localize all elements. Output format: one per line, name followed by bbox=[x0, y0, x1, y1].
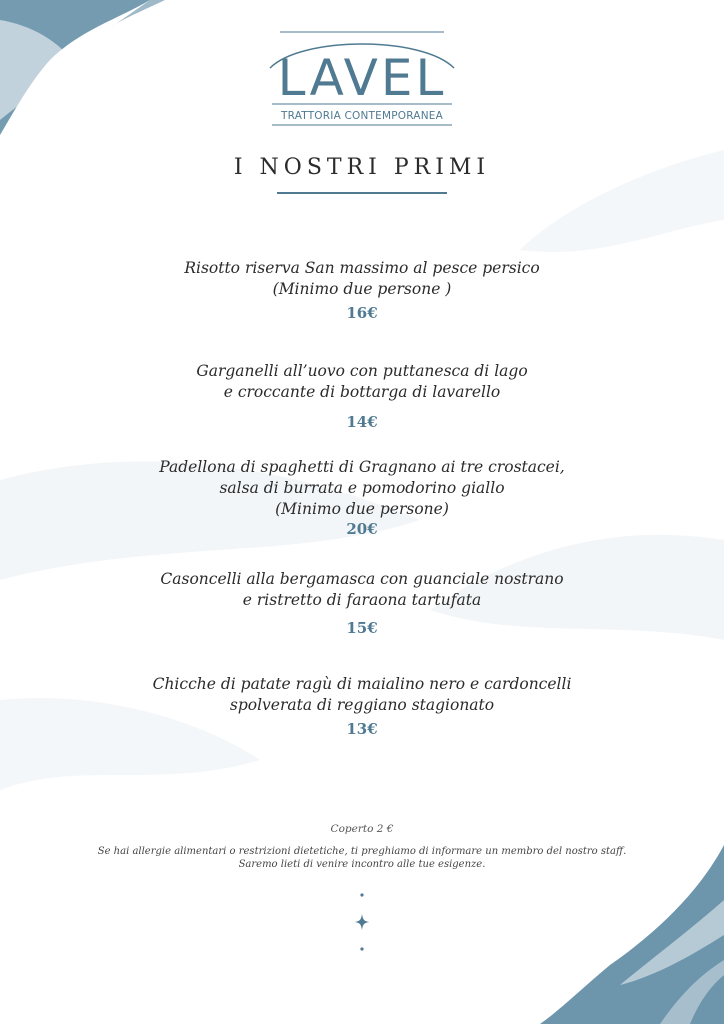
allergy-notice bbox=[0, 845, 724, 871]
dish-description-line: e ristretto di faraona tartufata bbox=[242, 591, 482, 609]
cover-charge: Coperto 2 € bbox=[330, 823, 394, 835]
logo-subtitle: TRATTORIA CONTEMPORANEA bbox=[281, 110, 443, 122]
star-ornament-icon bbox=[352, 890, 372, 954]
dish-description-line: Padellona di spaghetti di Gragnano ai tre crostacei, bbox=[159, 458, 565, 476]
menu-item bbox=[0, 258, 724, 322]
dish-price: 16€ bbox=[346, 304, 378, 322]
dish-price: 13€ bbox=[346, 720, 378, 738]
restaurant-logo bbox=[262, 30, 462, 128]
dish-description-line: Risotto riserva San massimo al pesce persico bbox=[184, 259, 540, 277]
menu-item bbox=[0, 361, 724, 431]
dish-price: 14€ bbox=[346, 413, 378, 431]
dish-price: 15€ bbox=[346, 619, 378, 637]
dish-description-line: e croccante di bottarga di lavarello bbox=[223, 383, 501, 401]
dish-description-line: spolverata di reggiano stagionato bbox=[229, 696, 495, 714]
dish-description-line: Chicche di patate ragù di maialino nero e cardoncelli bbox=[152, 675, 572, 693]
menu-item bbox=[0, 569, 724, 637]
allergy-notice-line: Se hai allergie alimentari o restrizioni dietetiche, ti preghiamo di informare un membro del nostro staff. bbox=[97, 846, 627, 857]
dish-description-line: Casoncelli alla bergamasca con guanciale nostrano bbox=[160, 570, 564, 588]
menu-item bbox=[0, 674, 724, 738]
allergy-notice-line: Saremo lieti di venire incontro alle tue esigenze. bbox=[238, 859, 486, 870]
menu-item bbox=[0, 457, 724, 538]
page-title: I NOSTRI PRIMI bbox=[233, 155, 491, 180]
dish-price: 20€ bbox=[346, 520, 378, 538]
dish-description-line: (Minimo due persone) bbox=[275, 500, 449, 518]
dish-description-line: Garganelli all’uovo con puttanesca di lago bbox=[196, 362, 528, 380]
dish-description-line: salsa di burrata e pomodorino giallo bbox=[219, 479, 505, 497]
logo-wordmark: LAVEL bbox=[277, 49, 447, 107]
dish-description-line: (Minimo due persone ) bbox=[272, 280, 452, 298]
title-divider bbox=[277, 192, 447, 194]
